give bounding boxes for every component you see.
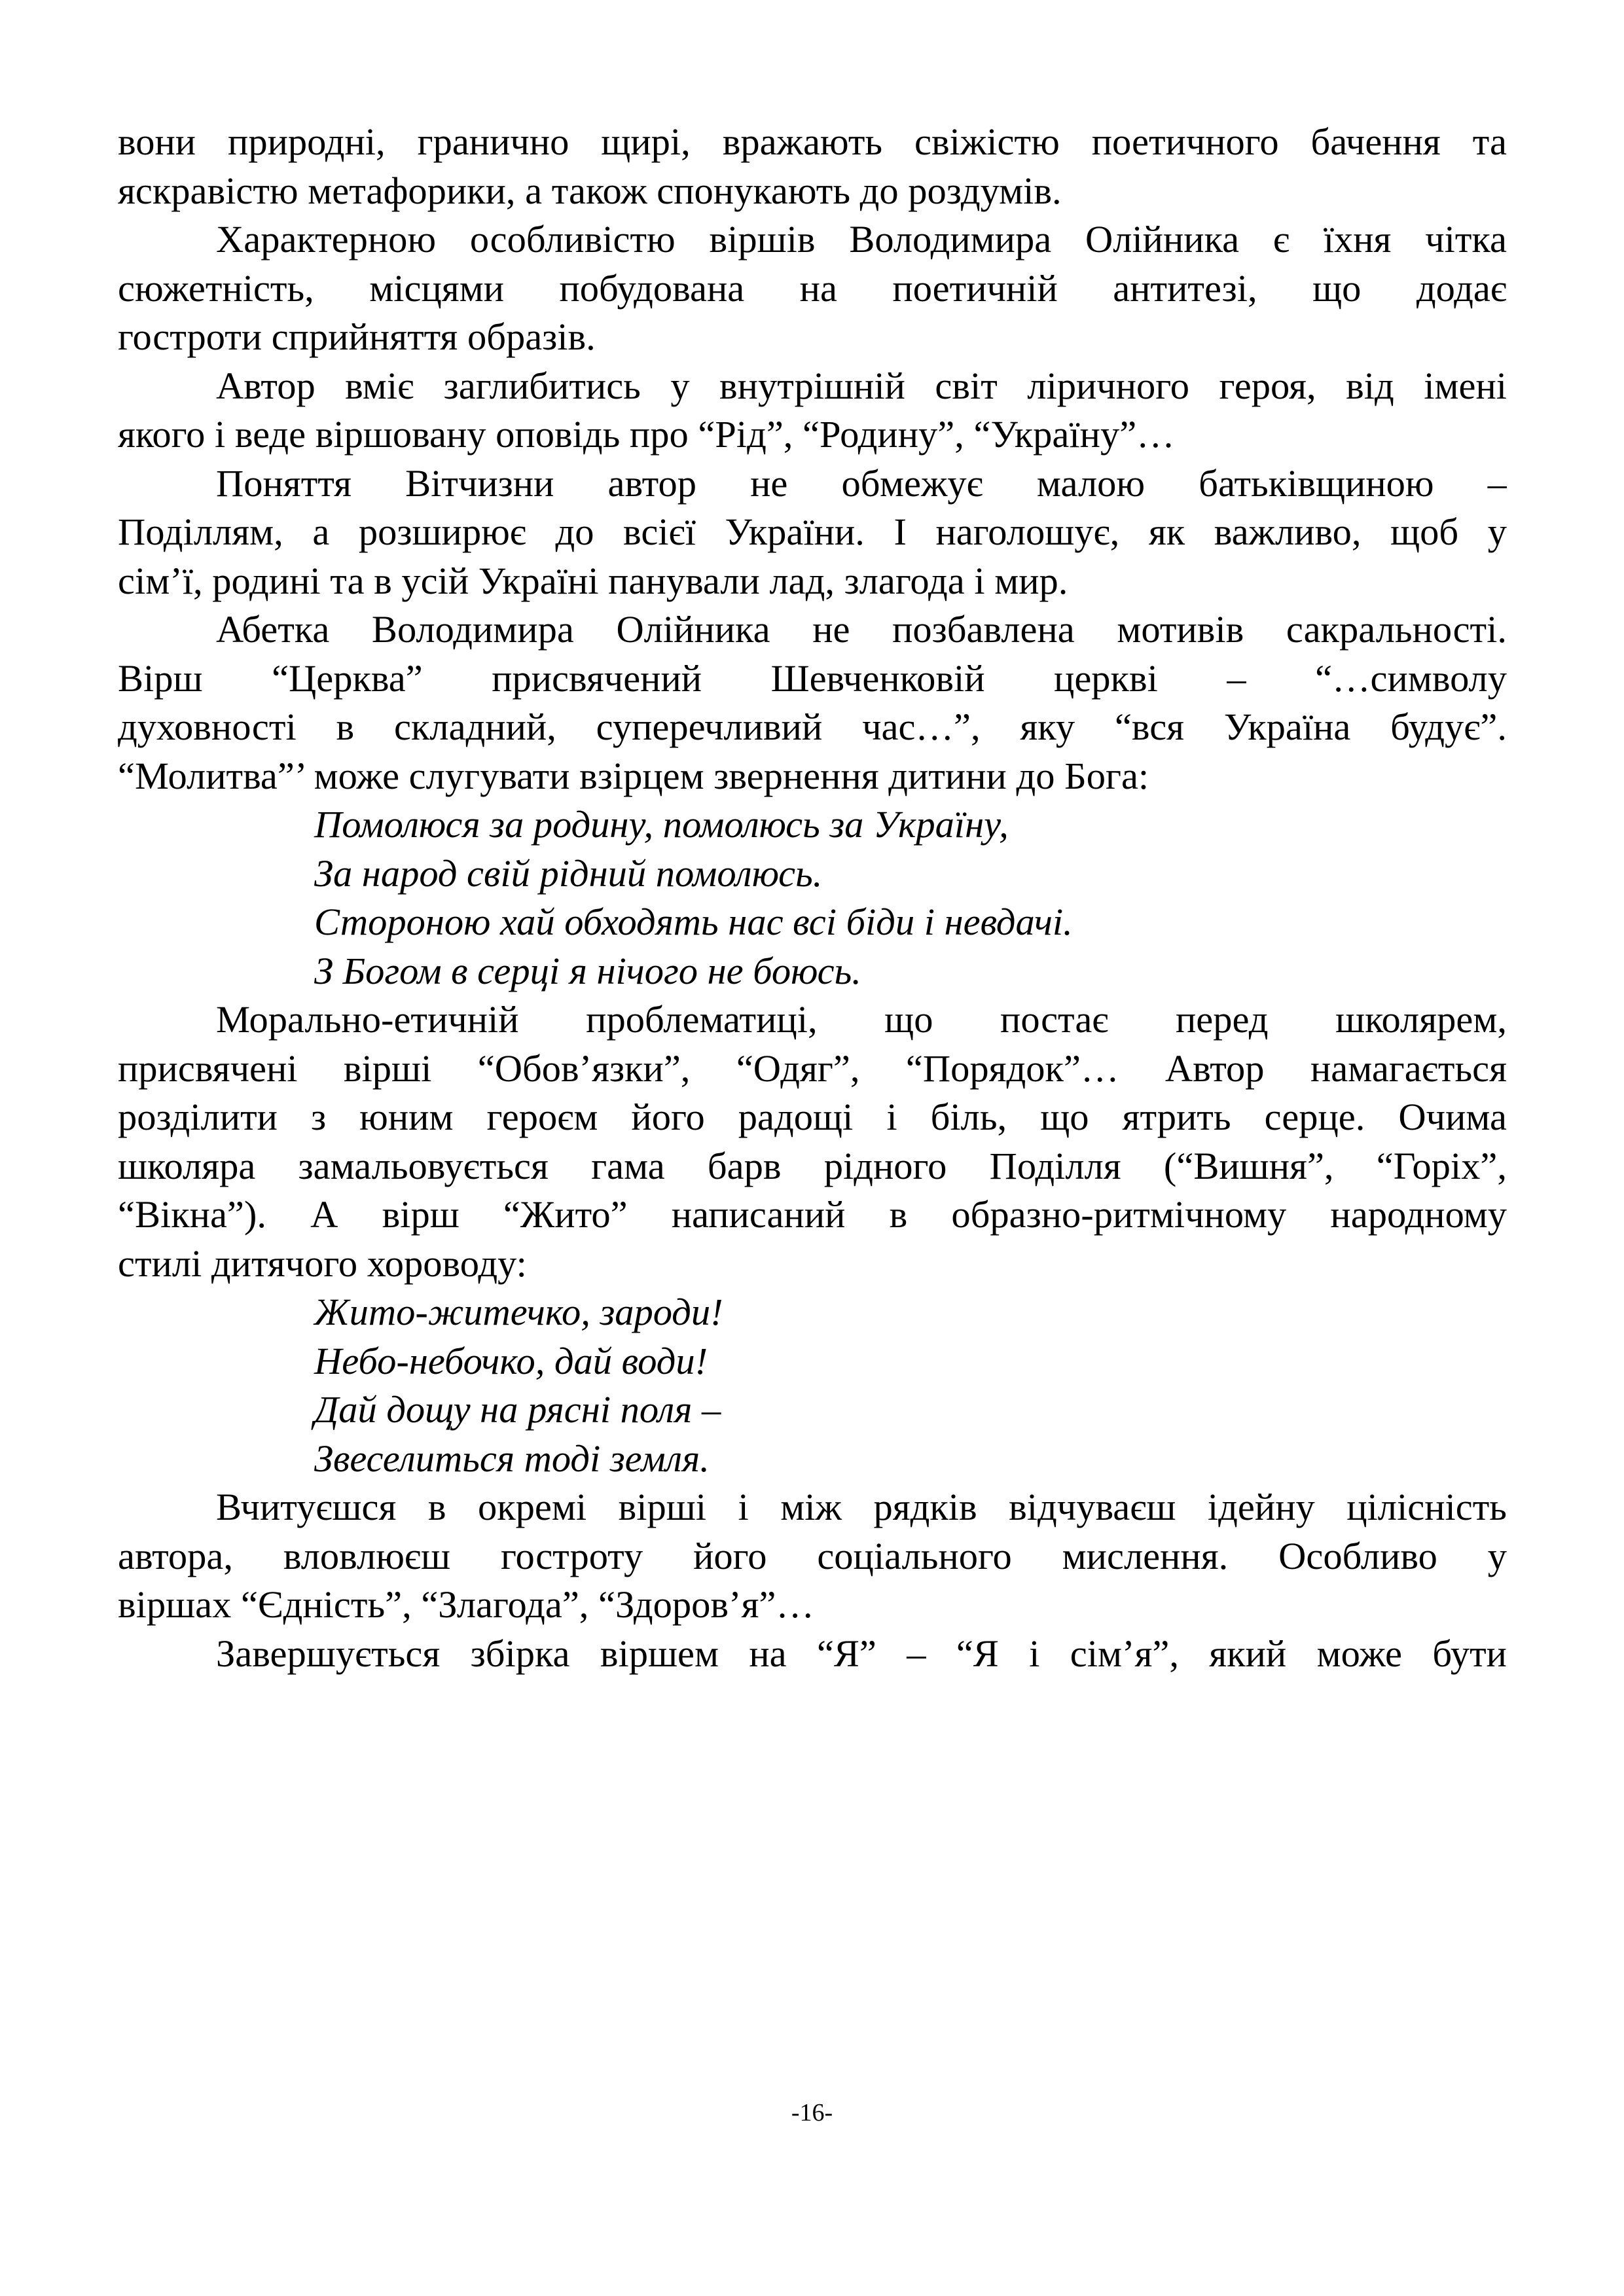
verse-line-4: З Богом в серці я нічого не боюсь.: [314, 949, 861, 992]
verse-line-8: Звеселиться тоді земля.: [314, 1437, 710, 1480]
text-line-6: Автор вміє заглибитись у внутрішній світ ліричного героя, від імені: [216, 364, 1507, 407]
verse-line-7: Дай дощу на рясні поля –: [314, 1388, 721, 1431]
text-line-20: стилі дитячого хороводу:: [118, 1242, 527, 1285]
text-line-12: Вірш “Церква” присвячений Шевченковій церкві – “…символу: [118, 656, 1507, 700]
verse-line-5: Жито-житечко, зароди!: [314, 1291, 723, 1333]
text-line-22: автора, вловлюєш гостроту його соціального мислення. Особливо у: [118, 1534, 1507, 1577]
text-line-9: Поділлям, а розширює до всієї України. І наголошує, як важливо, щоб у: [118, 511, 1507, 553]
text-line-3: Характерною особливістю віршів Володимира Олійника є їхня чітка: [216, 218, 1507, 260]
text-line-11: Абетка Володимира Олійника не позбавлена мотивів сакральності.: [216, 608, 1507, 651]
text-line-1: вони природні, гранично щирі, вражають свіжістю поетичного бачення та: [118, 120, 1507, 163]
text-line-8: Поняття Вітчизни автор не обмежує малою батьківщиною –: [216, 461, 1507, 505]
text-line-2: яскравістю метафорики, а також спонукають до роздумів.: [118, 169, 1062, 212]
text-line-23: віршах “Єдність”, “Злагода”, “Здоров’я”…: [118, 1583, 814, 1626]
text-line-21: Вчитуєшся в окремі вірші і між рядків відчуваєш ідейну цілісність: [216, 1486, 1507, 1528]
text-line-7: якого і веде віршовану оповідь про “Рід”, “Родину”, “Україну”…: [118, 413, 1175, 456]
text-line-14: “Молитва”’ може слугувати взірцем звернення дитини до Бога:: [118, 754, 1149, 797]
text-line-24: Завершується збірка віршем на “Я” – “Я і сім’я”, який може бути: [216, 1632, 1507, 1675]
text-line-15: Морально-етичній проблематиці, що постає перед школярем,: [216, 998, 1507, 1041]
text-line-4: сюжетність, місцями побудована на поетичній антитезі, що додає: [118, 266, 1507, 310]
verse-line-3: Стороною хай обходять нас всі біди і невдачі.: [314, 901, 1073, 943]
text-line-18: школяра замальовується гама барв рідного Поділля (“Вишня”, “Горіх”,: [118, 1144, 1507, 1187]
text-line-5: гостроти сприйняття образів.: [118, 315, 596, 358]
text-line-19: “Вікна”). А вірш “Жито” написаний в образно-ритмічному народному: [118, 1193, 1507, 1236]
text-line-10: сім’ї, родині та в усій Україні панували лад, злагода і мир.: [118, 559, 1068, 602]
text-line-17: розділити з юним героєм його радощі і біль, що ятрить серце. Очима: [118, 1096, 1507, 1138]
document-page: [118, 118, 1507, 1678]
page-number: -16-: [791, 2099, 833, 2126]
verse-line-6: Небо-небочко, дай води!: [314, 1339, 708, 1382]
verse-line-1: Помолюся за родину, помолюсь за Україну,: [314, 803, 1009, 846]
text-line-13: духовності в складний, суперечливий час…”, яку “вся Україна будує”.: [118, 706, 1507, 748]
text-line-16: присвячені вірші “Обов’язки”, “Одяг”, “Порядок”… Автор намагається: [118, 1047, 1507, 1090]
verse-line-2: За народ свій рідний помолюсь.: [314, 852, 823, 895]
